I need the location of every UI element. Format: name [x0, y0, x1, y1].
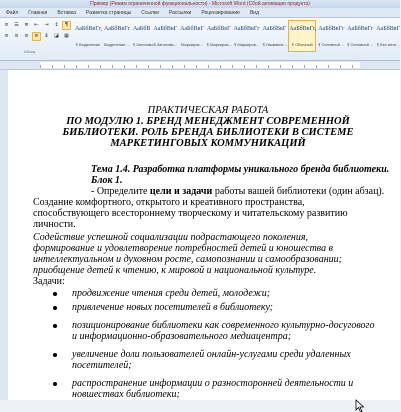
ribbon-tabs — [0, 8, 400, 18]
goal-line: Создание комфортного, открытого и креативного пространства, — [33, 197, 305, 208]
style-tile[interactable] — [375, 20, 401, 52]
increase-indent-icon[interactable]: ⇥ — [44, 22, 49, 28]
decrease-indent-icon[interactable]: ⇤ — [34, 22, 39, 28]
style-preview: АаБбВвГг — [104, 26, 131, 32]
align-left-icon[interactable]: ≡ — [4, 33, 9, 39]
style-preview: АаБбВвГ — [262, 26, 287, 32]
style-preview: АаБбВвГ — [153, 26, 178, 32]
task-bullet-continued: и информационно-образовательного медиацентра; — [72, 331, 292, 342]
style-name: ¶ Название ... — [262, 42, 289, 47]
task-prefix: - Определите — [91, 186, 150, 197]
doc-title-line: БИБЛИОТЕКИ. РОЛЬ БРЕНДА БИБЛИОТЕКИ В СИСТЕМЕ — [62, 127, 354, 138]
style-name: ¶ Основной ... — [347, 42, 374, 47]
block-heading: Блок 1. — [91, 175, 123, 186]
style-preview: АаБбВвГг, — [289, 26, 317, 32]
tab-references[interactable]: Ссылки — [141, 9, 159, 16]
mission-line: приобщение детей к чтению, к мировой и национальной культуре. — [33, 265, 317, 276]
document-page[interactable] — [8, 70, 400, 400]
tasks-label: Задачи: — [33, 276, 65, 287]
shading-icon[interactable]: ◪ — [54, 33, 59, 39]
style-preview: АаБбВвГг — [318, 26, 345, 32]
tab-file[interactable]: Файл — [6, 9, 19, 16]
topic-heading: Тема 1.4. Разработка платформы уникального бренда библиотеки. — [91, 164, 390, 175]
doc-title-line: МАРКЕТИНГОВЫХ КОММУНИКАЦИЙ — [110, 138, 306, 149]
style-tile[interactable] — [317, 20, 345, 52]
task-bullet: распространение информации о разносторонней деятельности и — [72, 378, 354, 389]
task-bullet: увеличение доли пользователей онлайн-услугами среди удаленных — [72, 349, 351, 360]
style-name: ¶ Обычный — [291, 42, 313, 47]
style-tile[interactable] — [233, 20, 261, 52]
style-preview: АаБбВвГ — [376, 26, 401, 32]
show-marks-icon[interactable]: ¶ — [62, 21, 71, 30]
task-instruction — [91, 186, 384, 197]
style-preview: АаБбВвГ — [206, 26, 231, 32]
numbering-icon[interactable]: ☰ — [14, 22, 19, 28]
paragraph-group — [2, 21, 72, 55]
tab-review[interactable]: Рецензирование — [201, 9, 240, 16]
style-preview: АаБбВвГг — [233, 26, 260, 32]
tab-insert[interactable]: Вставка — [57, 9, 76, 16]
task-bullet: привлечение новых посетителей в библиотеку; — [72, 302, 273, 313]
task-bold: цели и задачи — [149, 186, 213, 197]
bullet-icon — [53, 292, 57, 296]
mission-line: формирование и удовлетворение потребностей детей и юношества в — [33, 243, 333, 254]
style-tile[interactable] — [103, 20, 131, 52]
style-preview: АаБбВвГ — [180, 26, 204, 32]
line-spacing-icon[interactable]: ↨ — [44, 33, 49, 39]
ribbon — [0, 18, 400, 61]
bullet-icon — [53, 382, 57, 386]
styles-gallery — [74, 20, 400, 56]
tab-view[interactable]: Вид — [249, 9, 259, 16]
horizontal-ruler[interactable] — [0, 61, 400, 70]
ruler-ticks — [40, 62, 360, 68]
align-right-icon[interactable]: ≡ — [24, 33, 29, 39]
style-tile[interactable] — [179, 20, 205, 52]
style-tile[interactable] — [74, 20, 102, 52]
style-name: ¶ Заголово... — [133, 42, 157, 47]
style-name: ¶ Основной ... — [318, 42, 345, 47]
window-title: Пример (Режим ограниченной функциональности) - Microsoft Word (Сбой активации продукта) — [90, 1, 310, 7]
style-name: ¶ Маркиров... — [234, 42, 260, 47]
bullet-icon — [53, 353, 57, 357]
style-tile[interactable] — [288, 20, 316, 52]
style-tile[interactable] — [206, 20, 232, 52]
align-center-icon[interactable]: ≡ — [14, 33, 19, 39]
bullets-icon[interactable]: ≡ — [4, 22, 9, 28]
multilevel-list-icon[interactable]: ≣ — [24, 22, 29, 28]
style-name: Выделение ... — [104, 42, 130, 47]
style-tile[interactable] — [152, 20, 178, 52]
borders-icon[interactable]: ▦ — [64, 33, 69, 39]
task-bullet: продвижение чтения среди детей, молодежи; — [72, 288, 271, 299]
style-preview: АаБбВвГг, — [75, 26, 103, 32]
mission-line: интеллектуальном и духовном росте, самопознании и самообразовании; — [33, 254, 342, 265]
style-name: ¶ Заголово... — [153, 42, 178, 47]
style-tile[interactable] — [132, 20, 157, 52]
justify-icon[interactable]: ≡ — [32, 32, 41, 41]
style-name: ¶ Маркиров... — [206, 42, 232, 47]
task-bullet-continued: посетителей; — [72, 360, 132, 371]
goal-line: личности. — [33, 219, 76, 230]
mission-line: Содействие успешной социализации подрастающего поколения, — [33, 232, 309, 243]
task-suffix: работы вашей библиотеки (один абзац). — [212, 186, 385, 197]
tab-home[interactable]: Главная — [28, 9, 48, 16]
style-preview: АаБбВвГг — [347, 26, 374, 32]
style-tile[interactable] — [346, 20, 374, 52]
style-name: ¶ Выделение — [75, 42, 101, 47]
style-preview: АаБбВ — [133, 26, 151, 32]
style-name: Маркиров... — [181, 42, 203, 47]
style-name: ¶ Без инте... — [376, 42, 400, 47]
window-title-bar — [0, 0, 400, 8]
tab-page-layout[interactable]: Разметка страницы — [85, 9, 132, 16]
bullet-icon — [53, 306, 57, 310]
paragraph-group-label: Абзац — [24, 49, 36, 54]
sort-icon[interactable]: ↕ — [54, 22, 59, 28]
task-bullet: позиционирование библиотеки как современного культурно-досугового — [72, 320, 375, 331]
task-bullet-continued: новшествах библиотеки; — [72, 389, 180, 400]
goal-line: способствующего всестороннему творческому и читательскому развитию — [33, 208, 348, 219]
doc-title-line: ПРАКТИЧЕСКАЯ РАБОТА — [147, 105, 269, 116]
tab-mailings[interactable]: Рассылки — [168, 9, 192, 16]
doc-title-line: ПО МОДУЛЮ 1. БРЕНД МЕНЕДЖМЕНТ СОВРЕМЕННОЙ — [66, 116, 350, 127]
bullet-icon — [53, 324, 57, 328]
mouse-cursor-icon — [356, 400, 364, 412]
style-tile[interactable] — [262, 20, 288, 52]
